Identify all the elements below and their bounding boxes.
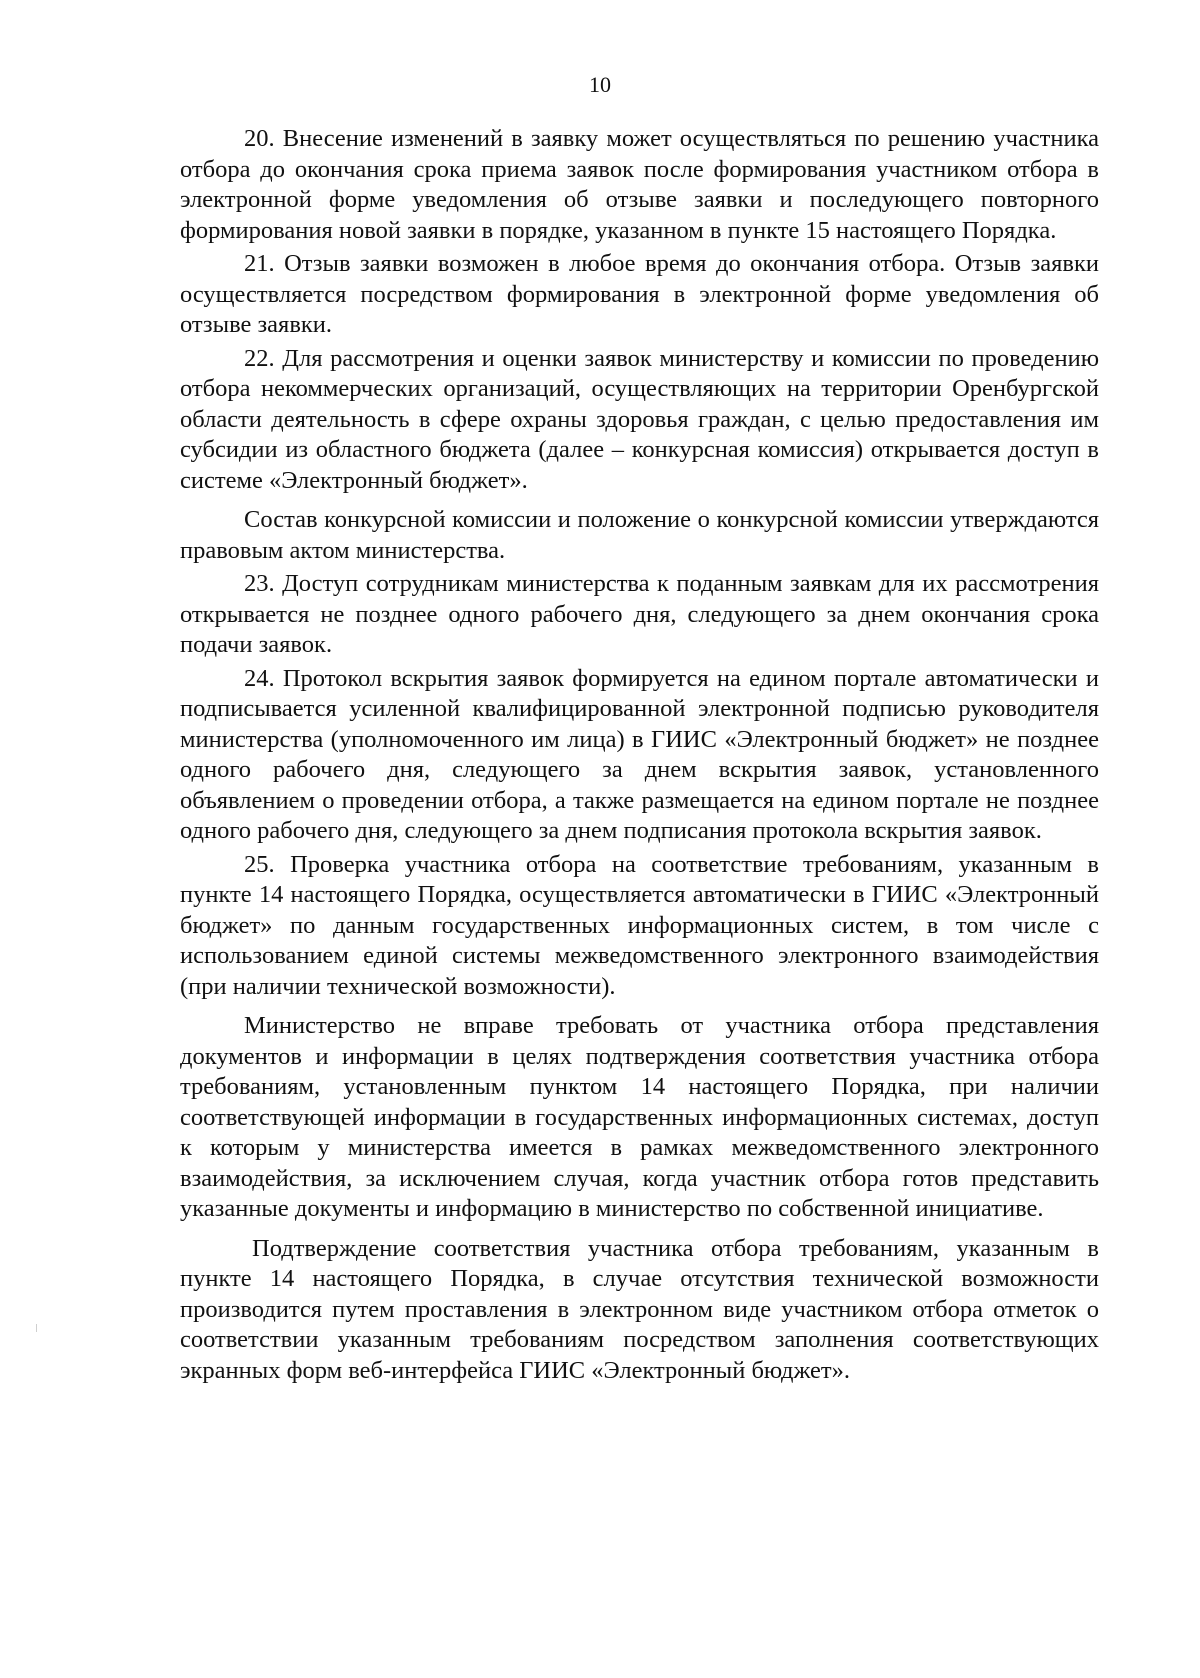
paragraph-25: 25. Проверка участника отбора на соответствие требованиям, указанным в пункте 14 настоящего Порядка, осуществляется автоматически в ГИИС «Электронный бюджет» по данным государственных информационных систем, в том числе с использованием единой системы межведомственного электронного взаимодействия (при наличии технической возможности).: [180, 850, 1099, 1000]
paragraph-21: 21. Отзыв заявки возможен в любое время до окончания отбора. Отзыв заявки осуществляется посредством формирования в электронной форме уведомления об отзыве заявки.: [180, 250, 1099, 338]
paragraph-23: 23. Доступ сотрудникам министерства к поданным заявкам для их рассмотрения открывается не позднее одного рабочего дня, следующего за днем окончания срока подачи заявок.: [180, 570, 1099, 658]
paragraph-ministry-restriction: Министерство не вправе требовать от участника отбора представления документов и информации в целях подтверждения соответствия участника отбора требованиям, установленным пунктом 14 настоящего Порядка, при наличии соответствующей информации в государственных информационных системах, доступ к которым у министерства имеется в рамках межведомственного электронного взаимодействия, за исключением случая, когда участник отбора готов представить указанные документы и информацию в министерство по собственной инициативе.: [180, 1012, 1099, 1222]
paragraph-confirmation: Подтверждение соответствия участника отбора требованиям, указанным в пункте 14 настоящего Порядка, в случае отсутствия технической возможности производится путем проставления в электронном виде участником отбора отметок о соответствии указанным требованиям посредством заполнения соответствующих экранных форм веб-интерфейса ГИИС «Электронный бюджет».: [180, 1234, 1099, 1384]
paragraph-commission-composition: Состав конкурсной комиссии и положение о конкурсной комиссии утверждаются правовым актом министерства.: [180, 506, 1099, 564]
paragraph-24: 24. Протокол вскрытия заявок формируется на едином портале автоматически и подписывается усиленной квалифицированной электронной подписью руководителя министерства (уполномоченного им лица) в ГИИС «Электронный бюджет» не позднее одного рабочего дня, следующего за днем вскрытия заявок, установленного объявлением о проведении отбора, а также размещается на едином портале не позднее одного рабочего дня, следующего за днем подписания протокола вскрытия заявок.: [180, 664, 1099, 844]
paragraph-20: 20. Внесение изменений в заявку может осуществляться по решению участника отбора до окончания срока приема заявок после формирования участником отбора в электронной форме уведомления об отзыве заявки и последующего повторного формирования новой заявки в порядке, указанном в пункте 15 настоящего Порядка.: [180, 125, 1099, 244]
document-body: [180, 124, 1099, 1386]
scan-margin-mark: [36, 1324, 37, 1332]
paragraph-22: 22. Для рассмотрения и оценки заявок министерству и комиссии по проведению отбора некоммерческих организаций, осуществляющих на территории Оренбургской области деятельность в сфере охраны здоровья граждан, с целью предоставления им субсидии из областного бюджета (далее – конкурсная комиссия) открывается доступ в системе «Электронный бюджет».: [180, 344, 1099, 494]
page-number: 10: [589, 72, 611, 97]
